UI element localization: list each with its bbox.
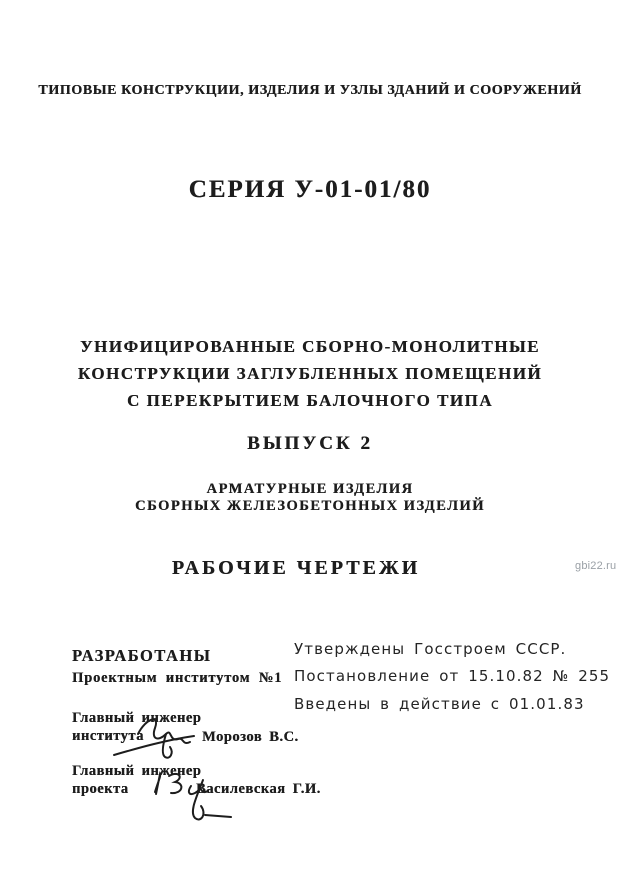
site-watermark: gbi22.ru <box>575 560 617 572</box>
main-title-line-1: УНИФИЦИРОВАННЫЕ СБОРНО-МОНОЛИТНЫЕ <box>80 337 540 356</box>
developed-heading: РАЗРАБОТАНЫ <box>72 646 212 665</box>
chief-engineer-institute-role-line1: Главный инженер <box>72 710 202 726</box>
main-title-line-2: КОНСТРУКЦИИ ЗАГЛУБЛЕННЫХ ПОМЕЩЕНИЙ <box>77 364 543 383</box>
chief-engineer-project-role-line2: проекта <box>72 781 129 797</box>
series-number: СЕРИЯ У-01-01/80 <box>188 176 432 203</box>
main-title-line-3: С ПЕРЕКРЫТИЕМ БАЛОЧНОГО ТИПА <box>126 391 494 410</box>
document-type: РАБОЧИЕ ЧЕРТЕЖИ <box>171 557 421 579</box>
subtitle-line-2: СБОРНЫХ ЖЕЛЕЗОБЕТОННЫХ ИЗДЕЛИЙ <box>135 498 485 514</box>
chief-engineer-project-name: Василевская Г.И. <box>196 781 321 797</box>
chief-engineer-project-role-line1: Главный инженер <box>72 763 202 779</box>
chief-engineer-institute-role-line2: института <box>72 728 144 744</box>
signature-morozov-icon <box>108 712 228 767</box>
document-category-header: ТИПОВЫЕ КОНСТРУКЦИИ, ИЗДЕЛИЯ И УЗЛЫ ЗДАНИЙ И СООРУЖЕНИЙ <box>38 83 582 98</box>
approval-line-resolution: Постановление от 15.10.82 № 255 <box>294 667 611 685</box>
approval-line-effective-date: Введены в действие с 01.01.83 <box>294 695 585 713</box>
chief-engineer-institute-name: Морозов В.С. <box>202 729 299 745</box>
signature-vasilevskaya-icon <box>143 766 253 826</box>
main-title <box>0 333 620 414</box>
approval-line-authority: Утверждены Госстроем СССР. <box>294 640 567 658</box>
developed-institute: Проектным институтом №1 <box>72 670 283 686</box>
issue-number: ВЫПУСК 2 <box>247 433 373 454</box>
subtitle <box>0 481 620 515</box>
subtitle-line-1: АРМАТУРНЫЕ ИЗДЕЛИЯ <box>206 481 414 497</box>
